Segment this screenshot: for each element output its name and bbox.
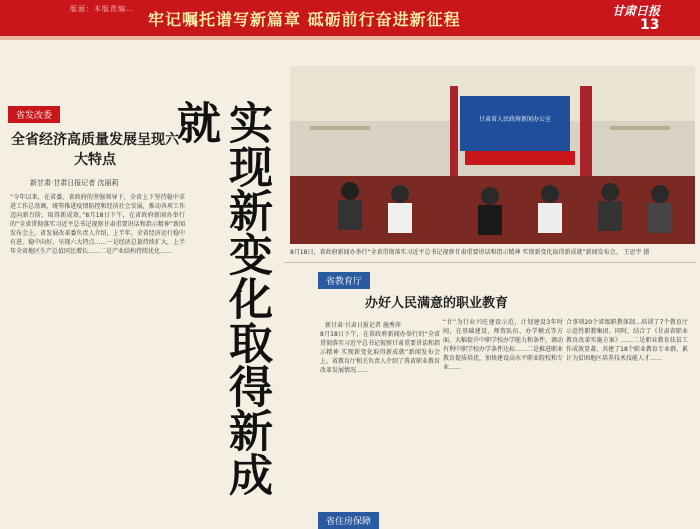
right-article-column-2: “甘”为行业兴旺建设示范，计划建设3年时间，在基础建设、师资队伍、办学模式等方面，大幅提升中职学校办学能力和条件，调动有利中职学校办学条件达标……二是推进职业教育提质培优，加快建设高水平职业院校和专业…… bbox=[443, 319, 564, 371]
page-number: 13 bbox=[640, 17, 660, 33]
left-article-title: 全省经济高质量发展呈现六大特点 bbox=[11, 132, 179, 168]
right-article-byline: 新甘肃·甘肃日报记者 施秀萍 bbox=[325, 322, 401, 329]
press-conference-photo bbox=[290, 66, 695, 244]
section-tag-bottom: 省住房保障 bbox=[318, 512, 379, 529]
masthead-headline: 牢记嘱托谱写新篇章 砥砺前行奋进新征程 bbox=[148, 10, 461, 29]
left-article-body: “今年以来，在省委、省政府的坚强领导下，全省上下坚持稳中求进工作总基调，统筹推进疫情防控和经济社会发展，推动各项工作迈向新台阶、取得新成效。”8月18日下午，在省政府新闻办举行的“全省贯彻落实习近平总书记视察甘肃重要讲话和指示精神”新闻发布会上，省发展改革委负责人介绍，上半年，全省经济运行稳中有进、稳中向好，呈现六大特点……一是经济总量持续扩大，上半年全省地区生产总值同比增长……二是产业结构持续优化…… bbox=[10, 194, 185, 255]
right-article-column-1: 8月18日下午，在省政府新闻办举行的“全省贯彻落实习近平总书记视察甘肃重要讲话和指示精神 实现新变化取得新成就”新闻发布会上，省教育厅相关负责人介绍了我省职业教育改革发展情况…… bbox=[320, 331, 441, 374]
newspaper-logo: 甘肃日报 bbox=[612, 4, 661, 18]
section-tag-right: 省教育厅 bbox=[318, 272, 370, 289]
section-tag-left: 省发改委 bbox=[8, 106, 60, 123]
press-conference-illustration bbox=[290, 66, 695, 244]
masthead-small-text: 版面：本版责编… bbox=[70, 5, 134, 13]
left-article-byline: 新甘肃·甘肃日报记者 沈丽莉 bbox=[30, 179, 119, 187]
right-article-title: 办好人民满意的职业教育 bbox=[365, 296, 509, 311]
vertical-headline: 实现新变化取得新成就 bbox=[169, 100, 272, 496]
masthead-banner bbox=[0, 0, 700, 36]
right-article-column-3: 合事项20个省级职教体制…培训了7个教育厅示范性职教集团。同时，结合了《甘肃省职业教育改革实施方案》……二是职业教育扶贫工作成效显著，共建了18个职业教育专业群，累计为贫困地区培养技术技能人才…… bbox=[566, 319, 688, 362]
screen-text: 甘肃省人民政府新闻办公室 bbox=[478, 116, 552, 123]
divider-line bbox=[284, 262, 696, 263]
header-stripe bbox=[0, 36, 700, 40]
photo-caption: 8月18日，省政府新闻办举行“全省贯彻落实习近平总书记视察甘肃重要讲话和指示精神 实现新变化取得新成就”新闻发布会。 王思宇 摄 bbox=[290, 249, 650, 256]
